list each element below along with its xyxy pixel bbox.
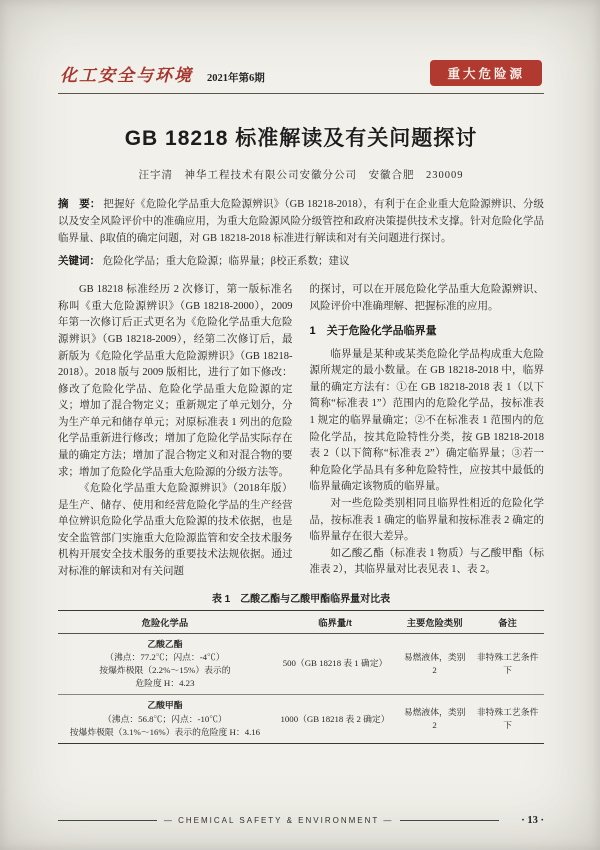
chemical-detail: （沸点：56.8℃；闪点：-10℃） bbox=[102, 713, 227, 724]
paragraph: 如乙酸乙酯（标准表 1 物质）与乙酸甲酯（标准表 2），其临界量对比表见表 1、表 2。 bbox=[309, 547, 544, 576]
keywords-text: 危险化学品；重大危险源；临界量；β校正系数；建议 bbox=[102, 256, 350, 268]
left-column bbox=[58, 282, 293, 580]
cell-note: 非特殊工艺条件下 bbox=[476, 706, 539, 731]
page-header bbox=[58, 60, 544, 93]
cell-hazard-class: 易燃液体，类别 2 bbox=[398, 633, 471, 695]
column-header-note: 备注 bbox=[471, 610, 544, 633]
paragraph: 的探讨，可以在开展危险化学品重大危险源辨识、风险评价中准确理解、把握标准的应用。 bbox=[309, 284, 544, 312]
column-badge: 重大危险源 bbox=[430, 60, 542, 86]
abstract-text: 把握好《危险化学品重大危险源辨识》（GB 18218-2018），有利于在企业重大危险源辨识、分级以及安全风险评价中的准确应用，为重大危险源风险分级管控和政府决策提供技术支撑。针对危险化学品临界量、β取值的确定问题，对 GB 18218-2018 标准进行解读和对有关问题进行探讨。 bbox=[58, 199, 544, 244]
table-header-row bbox=[58, 610, 544, 633]
table-row bbox=[58, 633, 544, 695]
keywords-label: 关键词： bbox=[58, 255, 100, 268]
table-caption: 表 1 乙酸乙酯与乙酸甲酯临界量对比表 bbox=[211, 593, 391, 605]
chemical-name: 乙酸甲酯 bbox=[147, 700, 183, 711]
masthead-left bbox=[60, 61, 265, 86]
cell-note: 非特殊工艺条件下 bbox=[471, 633, 544, 695]
footer-rule-left bbox=[58, 820, 157, 821]
paragraph: 临界量是某种或某类危险化学品构成重大危险源所规定的最小数量。在 GB 18218-2018 中，临界量的确定方法有：①在 GB 18218-2018 表 1（以下简称“标准表 1”）范围内的危险化学品，按标准表 1 规定的临界量确定；②不在标准表 1 范围内的危险化学品，按其危险特性分类，按 GB 18218-2018 表 2（以下简称“标准表 2”）确定临界量；③若一种危险化学品具有多种危险特性，应按其中最低的临界量确定该物质的临界量。 bbox=[309, 348, 544, 493]
chemical-name: 乙酸乙酯 bbox=[147, 638, 183, 649]
issue-info: 2021年第6期 bbox=[207, 73, 265, 84]
column-header-threshold: 临界量/t bbox=[272, 610, 398, 633]
keywords-block bbox=[58, 253, 544, 271]
body-columns bbox=[58, 282, 544, 580]
chemical-detail: 危险度 H：4.23 bbox=[135, 678, 195, 689]
page-footer bbox=[58, 815, 544, 826]
paragraph: GB 18218 标准经历 2 次修订，第一版标准名称叫《重大危险源辨识》（GB 18218-2000），2009 年第一次修订后正式更名为《危险化学品重大危险源辨识》（GB 18218-2009），经第二次修订后，最新版为《危险化学品重大危险源辨识》（GB 18218-2018）。2018 版与 2009 版相比，进行了如下修改：修改了危险化学品、危险化学品重大危险源的定义；增加了混合物定义；重新规定了单元划分，分为生产单元和储存单元；对原标准表 1 列出的危险化学品重新进行修改；增加了危险化学品实际存在量的确定方法；增加了混合物定义和对混合物的要求；增加了危险化学品重大危险源的分级方法等。 bbox=[58, 284, 293, 478]
author-line: 汪宇清 神华工程技术有限公司安徽分公司 安徽合肥 230009 bbox=[138, 170, 464, 181]
chemical-detail: （沸点：77.2℃；闪点：-4℃） bbox=[105, 651, 225, 662]
page-number: · 13 · bbox=[521, 815, 545, 826]
cell-hazard-class: 易燃液体，类别 2 bbox=[403, 706, 466, 731]
cell-threshold: 1000（GB 18218 表 2 确定） bbox=[280, 713, 390, 724]
paragraph: 《危险化学品重大危险源辨识》（2018年版）是生产、储存、使用和经营危险化学品的生产经营单位辨识危险化学品重大危险源的技术依据，也是安全监管部门实施重大危险源监管和安全技术服务机构开展安全技术服务的重要技术法规依据。通过对标准的解读和对有关问题 bbox=[58, 483, 293, 578]
article-title: GB 18218 标准解读及有关问题探讨 bbox=[124, 127, 478, 150]
paragraph: 对一些危险类别相同且临界性相近的危险化学品，按标准表 1 确定的临界量和按标准表 2 确定的临界量存在很大差异。 bbox=[309, 497, 544, 543]
right-column bbox=[310, 282, 545, 580]
abstract-block bbox=[58, 196, 544, 247]
section-heading: 1 关于危险化学品临界量 bbox=[309, 325, 437, 338]
footer-rule-right bbox=[400, 820, 499, 821]
threshold-comparison-table bbox=[58, 610, 544, 744]
chemical-detail: 按爆炸极限（2.2%～15%）表示的 bbox=[99, 664, 231, 675]
column-header-chemical: 危险化学品 bbox=[58, 610, 272, 633]
chemical-detail: 按爆炸极限（3.1%～16%）表示的危险度 H：4.16 bbox=[69, 726, 261, 737]
table-row bbox=[58, 695, 544, 744]
abstract-label: 摘 要： bbox=[58, 198, 101, 210]
column-header-hazard-class: 主要危险类别 bbox=[398, 610, 471, 633]
cell-threshold: 500（GB 18218 表 1 确定） bbox=[272, 633, 398, 695]
cell-chemical bbox=[58, 633, 272, 695]
header-divider bbox=[58, 93, 544, 94]
cell-chemical bbox=[58, 695, 272, 744]
table-block bbox=[58, 590, 544, 744]
journal-logo: 化工安全与环境 bbox=[60, 66, 193, 85]
journal-name-english: — CHEMICAL SAFETY & ENVIRONMENT — bbox=[163, 816, 394, 825]
